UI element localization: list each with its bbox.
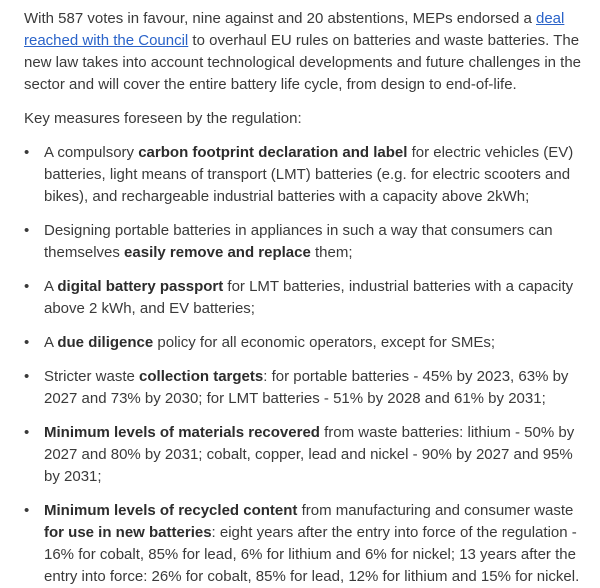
measure-highlight: Minimum levels of materials recovered bbox=[44, 424, 320, 441]
measure-item-collection-targets: • Stricter waste collection targets: for portable batteries - 45% by 2023, 63% by 2027 and 73% by 2030; for LMT batteries - 51% by 2028 and 61% by 2031; bbox=[24, 368, 569, 407]
bullet-icon: • bbox=[24, 144, 30, 161]
bullet-icon: • bbox=[24, 502, 30, 519]
measures-heading: Key measures foreseen by the regulation: bbox=[24, 110, 302, 127]
measure-item-materials-recovered: • Minimum levels of materials recovered from waste batteries: lithium - 50% by 2027 and 80% by 2031; cobalt, copper, lead and nickel - 90% by 2027 and 95% by 2031; bbox=[24, 424, 575, 485]
measure-highlight: digital battery passport bbox=[57, 278, 224, 295]
measure-highlight: carbon footprint declaration and label bbox=[138, 144, 408, 161]
measure-highlight: Minimum levels of recycled content bbox=[44, 502, 298, 519]
measure-item-carbon-footprint: • A compulsory carbon footprint declaration and label for electric vehicles (EV) batteries, light means of transport (LMT) batteries (e.g. for electric scooters and bikes), and rechargeable industrial batteries with a capacity above 2kWh; bbox=[24, 144, 574, 205]
measure-item-battery-passport: • A digital battery passport for LMT batteries, industrial batteries with a capacity above 2 kWh, and EV batteries; bbox=[24, 278, 574, 317]
measure-item-due-diligence: • A due diligence policy for all economic operators, except for SMEs; bbox=[24, 332, 590, 354]
intro-text-start: With 587 votes in favour, nine against and 20 abstentions, MEPs endorsed a bbox=[24, 10, 536, 27]
measure-highlight: due diligence bbox=[57, 334, 154, 351]
bullet-icon: • bbox=[24, 222, 30, 239]
deal-reached-link[interactable]: deal reached with the Council bbox=[24, 10, 565, 49]
bullet-icon: • bbox=[24, 368, 30, 385]
measure-item-removable-batteries: • Designing portable batteries in appliances in such a way that consumers can themselves easily remove and replace them; bbox=[24, 222, 553, 261]
bullet-icon: • bbox=[24, 424, 30, 441]
measure-highlight: collection targets bbox=[139, 368, 264, 385]
bullet-icon: • bbox=[24, 334, 30, 351]
measures-list bbox=[24, 142, 590, 588]
intro-text-end: to overhaul EU rules on batteries and waste batteries. The new law takes into account technological developments and future challenges in the sector and will cover the entire battery life cycle, from design to end-of-life. bbox=[24, 32, 582, 93]
intro-paragraph bbox=[24, 8, 590, 96]
measure-highlight: for use in new batteries bbox=[44, 524, 212, 541]
measure-item-recycled-content: • Minimum levels of recycled content from manufacturing and consumer waste for use in new batteries: eight years after the entry into force of the regulation - 16% for cobalt, 85% for lead, 6% for lithium and 6% for nickel; 13 years after the entry into force: 26% for cobalt, 85% for lead, 12% for lithium and 15% for nickel. bbox=[24, 502, 580, 585]
measure-highlight: easily remove and replace bbox=[124, 244, 311, 261]
bullet-icon: • bbox=[24, 278, 30, 295]
